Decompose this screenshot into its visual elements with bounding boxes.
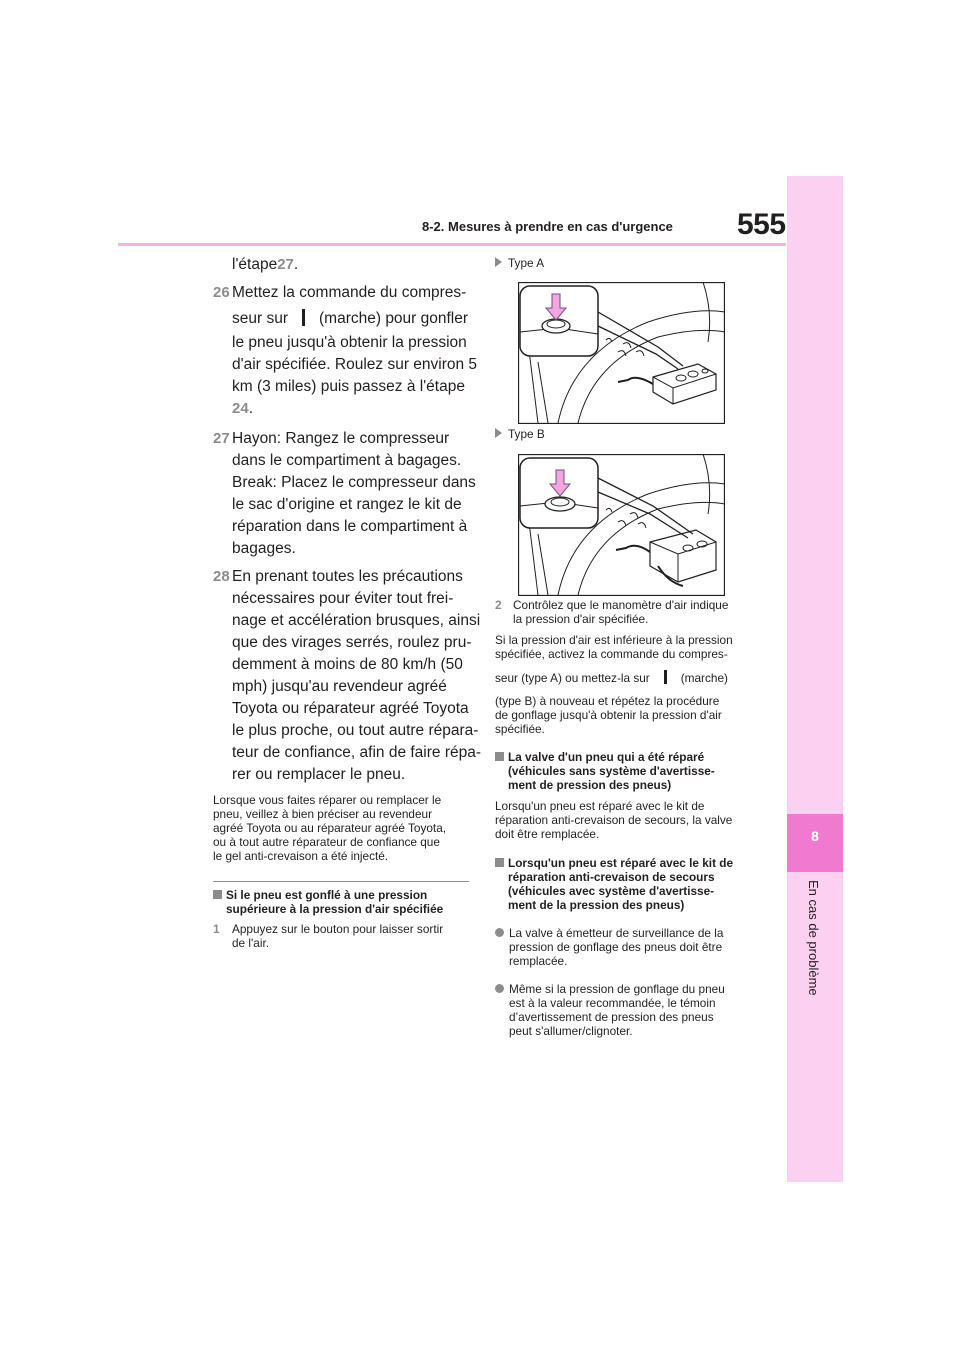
heading-line: ment de la pression des pneus) xyxy=(508,898,685,912)
bullet-line: peut s'allumer/clignoter. xyxy=(509,1024,633,1038)
note-line: agréé Toyota ou au réparateur agréé Toyota, xyxy=(213,821,447,835)
round-bullet-icon xyxy=(495,928,504,937)
step-28-line: En prenant toutes les précautions xyxy=(232,568,463,585)
step-27-line: Break: Placez le compresseur dans xyxy=(232,474,476,491)
step-28-line: que des virages serrés, roulez pru- xyxy=(232,634,472,651)
step-28-line: teur de confiance, afin de faire répa- xyxy=(232,744,482,761)
note-line: Lorsque vous faites réparer ou remplacer le xyxy=(213,793,442,807)
step-26-line: km (3 miles) puis passez à l'étape xyxy=(232,378,465,395)
step-number-1: 1 xyxy=(213,922,220,936)
para-line-switch: seur (type A) ou mettez-la sur (marche) xyxy=(495,671,728,685)
triangle-bullet-icon xyxy=(495,428,502,438)
heading-overpressure: Si le pneu est gonflé à une pression xyxy=(213,888,427,902)
step-26-line: d'air spécifiée. Roulez sur environ 5 xyxy=(232,356,478,373)
heading-line: (véhicules sans système d'avertisse- xyxy=(508,764,715,778)
step-28-line: Toyota ou réparateur agréé Toyota xyxy=(232,700,469,717)
para-line: réparation anti-crevaison de secours, la valve xyxy=(495,813,733,827)
step-26-line-switch: seur sur (marche) pour gonfler xyxy=(232,310,469,327)
step-number-27: 27 xyxy=(213,430,230,447)
section-title: 8-2. Mesures à prendre en cas d'urgence xyxy=(422,219,673,234)
page-number: 555 xyxy=(737,208,786,241)
chapter-tab xyxy=(787,176,843,1182)
bullet-item: Même si la pression de gonflage du pneu xyxy=(495,982,725,996)
chapter-label: En cas de problème xyxy=(806,880,821,996)
type-a-illustration xyxy=(518,282,725,424)
step-2-line: Contrôlez que le manomètre d'air indique xyxy=(513,598,729,612)
bullet-item: La valve à émetteur de surveillance de la xyxy=(495,926,723,940)
step-28-line: rer ou remplacer le pneu. xyxy=(232,766,406,783)
triangle-bullet-icon xyxy=(495,257,502,267)
heading-line: (véhicules avec système d'avertisse- xyxy=(508,884,715,898)
step-27-line: Hayon: Rangez le compresseur xyxy=(232,430,450,447)
step-1-line: Appuyez sur le bouton pour laisser sortir xyxy=(232,922,444,936)
step-26-line: Mettez la commande du compres- xyxy=(232,284,467,301)
step-28-line: demment à moins de 80 km/h (50 xyxy=(232,656,463,673)
square-bullet-icon xyxy=(495,752,504,761)
header-rule xyxy=(118,243,786,246)
step-number-28: 28 xyxy=(213,568,230,585)
heading-line: ment de pression des pneus) xyxy=(508,778,672,792)
para-line: spécifiée. xyxy=(495,722,545,736)
step-2-line: la pression d'air spécifiée. xyxy=(513,612,649,626)
square-bullet-icon xyxy=(495,858,504,867)
step-27-line: réparation dans le compartiment à xyxy=(232,518,468,535)
step-27-line: bagages. xyxy=(232,540,296,557)
step-28-line: nécessaires pour éviter tout frei- xyxy=(232,590,454,607)
step-27-line: dans le compartiment à bagages. xyxy=(232,452,462,469)
para-line: Lorsqu'un pneu est réparé avec le kit de xyxy=(495,799,705,813)
step-number-2: 2 xyxy=(495,598,502,612)
bullet-line: est à la valeur recommandée, le témoin xyxy=(509,996,716,1010)
type-b-illustration xyxy=(518,454,725,596)
round-bullet-icon xyxy=(495,984,504,993)
para-line: Si la pression d'air est inférieure à la pression xyxy=(495,633,733,647)
para-line: de gonflage jusqu'à obtenir la pression d'air xyxy=(495,708,722,722)
heading-line: réparation anti-crevaison de secours xyxy=(508,870,715,884)
para-line: doit être remplacée. xyxy=(495,827,600,841)
continuation-text: l'étape27. xyxy=(232,256,299,273)
bullet-line: d’avertissement de pression des pneus xyxy=(509,1010,714,1024)
heading-valve-without-tpms: La valve d'un pneu qui a été réparé xyxy=(495,750,704,764)
on-switch-icon xyxy=(302,309,305,326)
step-28-line: nage et accélération brusques, ainsi xyxy=(232,612,481,629)
bullet-line: remplacée. xyxy=(509,954,568,968)
bullet-line: pression de gonflage des pneus doit être xyxy=(509,940,723,954)
section-divider xyxy=(213,881,469,882)
chapter-number: 8 xyxy=(811,828,819,844)
step-28-line: le plus proche, ou tout autre répara- xyxy=(232,722,479,739)
para-line: spécifiée, activez la commande du compres- xyxy=(495,647,728,661)
step-number-26: 26 xyxy=(213,284,230,301)
type-b-label: Type B xyxy=(495,427,545,441)
step-26-line: le pneu jusqu'à obtenir la pression xyxy=(232,334,467,351)
type-a-label: Type A xyxy=(495,256,544,270)
on-switch-icon xyxy=(664,670,667,684)
step-1-line: de l'air. xyxy=(232,936,270,950)
step-28-line: mph) jusqu'au revendeur agréé xyxy=(232,678,447,695)
note-line: pneu, veillez à bien préciser au revendeur xyxy=(213,807,433,821)
para-line: (type B) à nouveau et répétez la procédure xyxy=(495,694,720,708)
square-bullet-icon xyxy=(213,890,222,899)
note-line: ou à tout autre réparateur de confiance que xyxy=(213,835,440,849)
note-line: le gel anti-crevaison a été injecté. xyxy=(213,849,389,863)
step-26-ref: 24. xyxy=(232,400,253,417)
heading-valve-with-tpms: Lorsqu'un pneu est réparé avec le kit de xyxy=(495,856,733,870)
step-27-line: le sac d'origine et rangez le kit de xyxy=(232,496,462,513)
heading-overpressure-line2: supérieure à la pression d'air spécifiée xyxy=(226,902,444,916)
